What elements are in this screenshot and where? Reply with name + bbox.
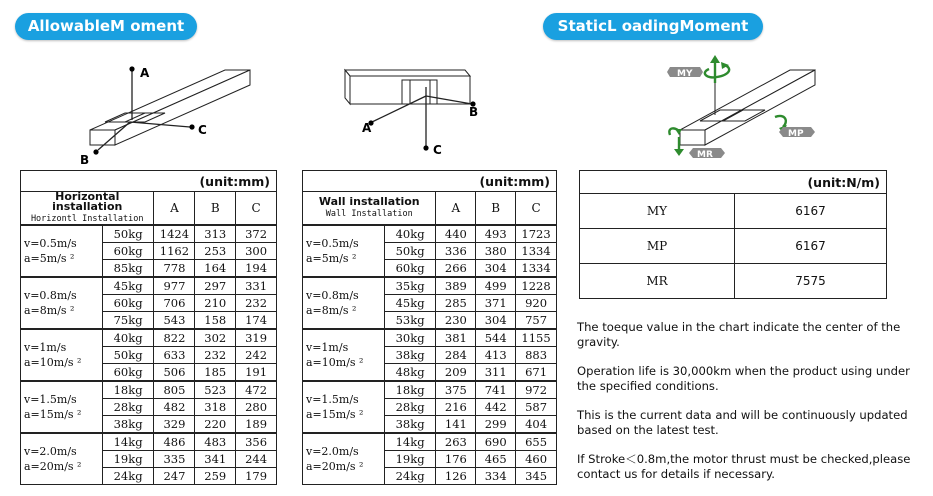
value-cell: 757	[516, 312, 557, 330]
value-cell: 158	[195, 312, 236, 330]
value-cell: 285	[436, 295, 476, 312]
value-cell: 778	[154, 260, 195, 278]
table-row	[580, 194, 887, 229]
static-moment-diagram	[655, 55, 825, 165]
value-cell: 404	[516, 416, 557, 434]
acceleration-label: a=20m/s ²	[306, 460, 364, 473]
value-cell: 442	[476, 399, 516, 416]
value-cell: 1334	[516, 243, 557, 260]
table-row	[303, 225, 557, 243]
value-cell: 266	[436, 260, 476, 278]
col-header-a: A	[154, 192, 195, 226]
allowable-moment-header: AllowableM oment	[15, 13, 197, 40]
condition-cell	[21, 433, 103, 485]
svg-text:MP: MP	[788, 129, 804, 139]
acceleration-label: a=8m/s ²	[306, 304, 357, 317]
velocity-label: v=1.5m/s	[306, 393, 359, 406]
value-cell: 191	[236, 364, 277, 382]
value-cell: 413	[476, 347, 516, 364]
value-cell: 247	[154, 468, 195, 485]
value-cell: 465	[476, 451, 516, 468]
moment-name: MY	[580, 194, 735, 229]
value-cell: 210	[195, 295, 236, 312]
label-c: C	[198, 123, 207, 137]
value-cell: 587	[516, 399, 557, 416]
load-cell: 30kg	[384, 329, 436, 347]
mp-icon	[779, 127, 815, 139]
value-cell: 486	[154, 433, 195, 451]
load-cell: 38kg	[102, 416, 154, 434]
acceleration-label: a=8m/s ²	[24, 304, 75, 317]
condition-cell	[303, 329, 385, 381]
value-cell: 523	[195, 381, 236, 399]
acceleration-label: a=15m/s ²	[306, 408, 364, 421]
value-cell: 671	[516, 364, 557, 382]
acceleration-label: a=5m/s ²	[24, 252, 75, 265]
value-cell: 304	[476, 260, 516, 278]
svg-text:MY: MY	[677, 69, 693, 79]
value-cell: 1723	[516, 225, 557, 243]
velocity-label: v=1m/s	[306, 341, 349, 354]
load-cell: 40kg	[384, 225, 436, 243]
load-cell: 75kg	[102, 312, 154, 330]
acceleration-label: a=10m/s ²	[24, 356, 82, 369]
value-cell: 543	[154, 312, 195, 330]
unit-label: (unit:N/m)	[580, 171, 887, 194]
value-cell: 174	[236, 312, 277, 330]
condition-cell	[21, 381, 103, 433]
value-cell: 216	[436, 399, 476, 416]
notes	[577, 320, 927, 496]
load-cell: 50kg	[102, 347, 154, 364]
table-row	[303, 329, 557, 347]
condition-cell	[21, 225, 103, 277]
moment-value: 6167	[735, 194, 887, 229]
value-cell: 440	[436, 225, 476, 243]
load-cell: 45kg	[102, 277, 154, 295]
label-b: B	[80, 153, 90, 167]
value-cell: 381	[436, 329, 476, 347]
value-cell: 194	[236, 260, 277, 278]
table-row	[303, 433, 557, 451]
value-cell: 336	[436, 243, 476, 260]
moment-value: 7575	[735, 264, 887, 299]
value-cell: 331	[236, 277, 277, 295]
my-icon	[667, 67, 703, 79]
value-cell: 372	[236, 225, 277, 243]
value-cell: 972	[516, 381, 557, 399]
value-cell: 300	[236, 243, 277, 260]
value-cell: 209	[436, 364, 476, 382]
horizontal-installation-table	[20, 170, 277, 485]
col-header-c: C	[236, 192, 277, 226]
value-cell: 690	[476, 433, 516, 451]
col-header-c: C	[516, 192, 557, 226]
load-cell: 85kg	[102, 260, 154, 278]
value-cell: 822	[154, 329, 195, 347]
col-header-b: B	[195, 192, 236, 226]
value-cell: 263	[436, 433, 476, 451]
load-cell: 50kg	[102, 225, 154, 243]
value-cell: 1334	[516, 260, 557, 278]
value-cell: 920	[516, 295, 557, 312]
value-cell: 460	[516, 451, 557, 468]
acceleration-label: a=5m/s ²	[306, 252, 357, 265]
value-cell: 220	[195, 416, 236, 434]
value-cell: 341	[195, 451, 236, 468]
value-cell: 335	[154, 451, 195, 468]
value-cell: 389	[436, 277, 476, 295]
value-cell: 506	[154, 364, 195, 382]
value-cell: 242	[236, 347, 277, 364]
velocity-label: v=1m/s	[24, 341, 67, 354]
label-b: B	[469, 105, 479, 119]
value-cell: 706	[154, 295, 195, 312]
value-cell: 284	[436, 347, 476, 364]
value-cell: 176	[436, 451, 476, 468]
table-row	[303, 277, 557, 295]
table-row	[303, 381, 557, 399]
value-cell: 345	[516, 468, 557, 485]
load-cell: 38kg	[384, 416, 436, 434]
velocity-label: v=2.0m/s	[24, 445, 77, 458]
value-cell: 313	[195, 225, 236, 243]
value-cell: 375	[436, 381, 476, 399]
moment-value: 6167	[735, 229, 887, 264]
table-row	[21, 381, 277, 399]
value-cell: 1162	[154, 243, 195, 260]
velocity-label: v=1.5m/s	[24, 393, 77, 406]
acceleration-label: a=10m/s ²	[306, 356, 364, 369]
value-cell: 472	[236, 381, 277, 399]
table-header: Wall installation Wall Installation	[303, 192, 436, 226]
acceleration-label: a=15m/s ²	[24, 408, 82, 421]
value-cell: 185	[195, 364, 236, 382]
condition-cell	[303, 225, 385, 277]
load-cell: 28kg	[384, 399, 436, 416]
load-cell: 40kg	[102, 329, 154, 347]
value-cell: 493	[476, 225, 516, 243]
load-cell: 60kg	[102, 243, 154, 260]
value-cell: 356	[236, 433, 277, 451]
value-cell: 633	[154, 347, 195, 364]
value-cell: 302	[195, 329, 236, 347]
value-cell: 126	[436, 468, 476, 485]
load-cell: 19kg	[102, 451, 154, 468]
load-cell: 60kg	[102, 295, 154, 312]
wall-installation-diagram	[340, 62, 500, 162]
mr-icon	[689, 148, 725, 160]
value-cell: 232	[195, 347, 236, 364]
value-cell: 259	[195, 468, 236, 485]
col-header-a: A	[436, 192, 476, 226]
value-cell: 805	[154, 381, 195, 399]
value-cell: 1228	[516, 277, 557, 295]
table-row	[21, 329, 277, 347]
moment-name: MP	[580, 229, 735, 264]
load-cell: 50kg	[384, 243, 436, 260]
static-moment-table	[579, 170, 887, 299]
value-cell: 164	[195, 260, 236, 278]
unit-label: (unit:mm)	[303, 171, 557, 192]
value-cell: 329	[154, 416, 195, 434]
velocity-label: v=2.0m/s	[306, 445, 359, 458]
value-cell: 318	[195, 399, 236, 416]
velocity-label: v=0.5m/s	[24, 237, 77, 250]
svg-text:MR: MR	[697, 150, 713, 160]
note: This is the current data and will be continuously updated based on the latest test.	[577, 408, 908, 437]
moment-name: MR	[580, 264, 735, 299]
value-cell: 311	[476, 364, 516, 382]
condition-cell	[303, 433, 385, 485]
note: If Stroke＜0.8m,the motor thrust must be checked,please contact us for details if necessary.	[577, 452, 911, 481]
condition-cell	[21, 329, 103, 381]
static-loading-moment-header: StaticL oadingMoment	[543, 13, 763, 40]
value-cell: 482	[154, 399, 195, 416]
load-cell: 60kg	[384, 260, 436, 278]
value-cell: 499	[476, 277, 516, 295]
value-cell: 299	[476, 416, 516, 434]
value-cell: 253	[195, 243, 236, 260]
col-header-b: B	[476, 192, 516, 226]
value-cell: 977	[154, 277, 195, 295]
load-cell: 38kg	[384, 347, 436, 364]
value-cell: 380	[476, 243, 516, 260]
load-cell: 60kg	[102, 364, 154, 382]
value-cell: 319	[236, 329, 277, 347]
value-cell: 244	[236, 451, 277, 468]
condition-cell	[303, 277, 385, 329]
wall-installation-table	[302, 170, 557, 485]
velocity-label: v=0.8m/s	[306, 289, 359, 302]
value-cell: 371	[476, 295, 516, 312]
table-row	[580, 264, 887, 299]
load-cell: 19kg	[384, 451, 436, 468]
value-cell: 297	[195, 277, 236, 295]
load-cell: 18kg	[102, 381, 154, 399]
value-cell: 304	[476, 312, 516, 330]
velocity-label: v=0.5m/s	[306, 237, 359, 250]
velocity-label: v=0.8m/s	[24, 289, 77, 302]
load-cell: 28kg	[102, 399, 154, 416]
value-cell: 1155	[516, 329, 557, 347]
load-cell: 14kg	[102, 433, 154, 451]
label-a: A	[362, 121, 372, 135]
horizontal-installation-diagram	[70, 60, 270, 170]
condition-cell	[21, 277, 103, 329]
value-cell: 334	[476, 468, 516, 485]
value-cell: 189	[236, 416, 277, 434]
value-cell: 741	[476, 381, 516, 399]
load-cell: 35kg	[384, 277, 436, 295]
load-cell: 18kg	[384, 381, 436, 399]
label-c: C	[433, 143, 442, 157]
value-cell: 280	[236, 399, 277, 416]
table-row	[580, 229, 887, 264]
condition-cell	[303, 381, 385, 433]
value-cell: 232	[236, 295, 277, 312]
value-cell: 544	[476, 329, 516, 347]
table-row	[21, 277, 277, 295]
load-cell: 45kg	[384, 295, 436, 312]
value-cell: 655	[516, 433, 557, 451]
table-header: Horizontal installation Horizontl Installation	[21, 192, 154, 226]
table-row	[21, 225, 277, 243]
load-cell: 24kg	[384, 468, 436, 485]
value-cell: 230	[436, 312, 476, 330]
acceleration-label: a=20m/s ²	[24, 460, 82, 473]
load-cell: 24kg	[102, 468, 154, 485]
unit-label: (unit:mm)	[21, 171, 277, 192]
load-cell: 14kg	[384, 433, 436, 451]
value-cell: 141	[436, 416, 476, 434]
note: Operation life is 30,000km when the product using under the specified conditions.	[577, 364, 910, 393]
value-cell: 483	[195, 433, 236, 451]
load-cell: 48kg	[384, 364, 436, 382]
label-a: A	[140, 66, 150, 80]
value-cell: 1424	[154, 225, 195, 243]
table-row	[21, 433, 277, 451]
value-cell: 179	[236, 468, 277, 485]
load-cell: 53kg	[384, 312, 436, 330]
note: The toeque value in the chart indicate the center of the gravity.	[577, 320, 901, 349]
value-cell: 883	[516, 347, 557, 364]
